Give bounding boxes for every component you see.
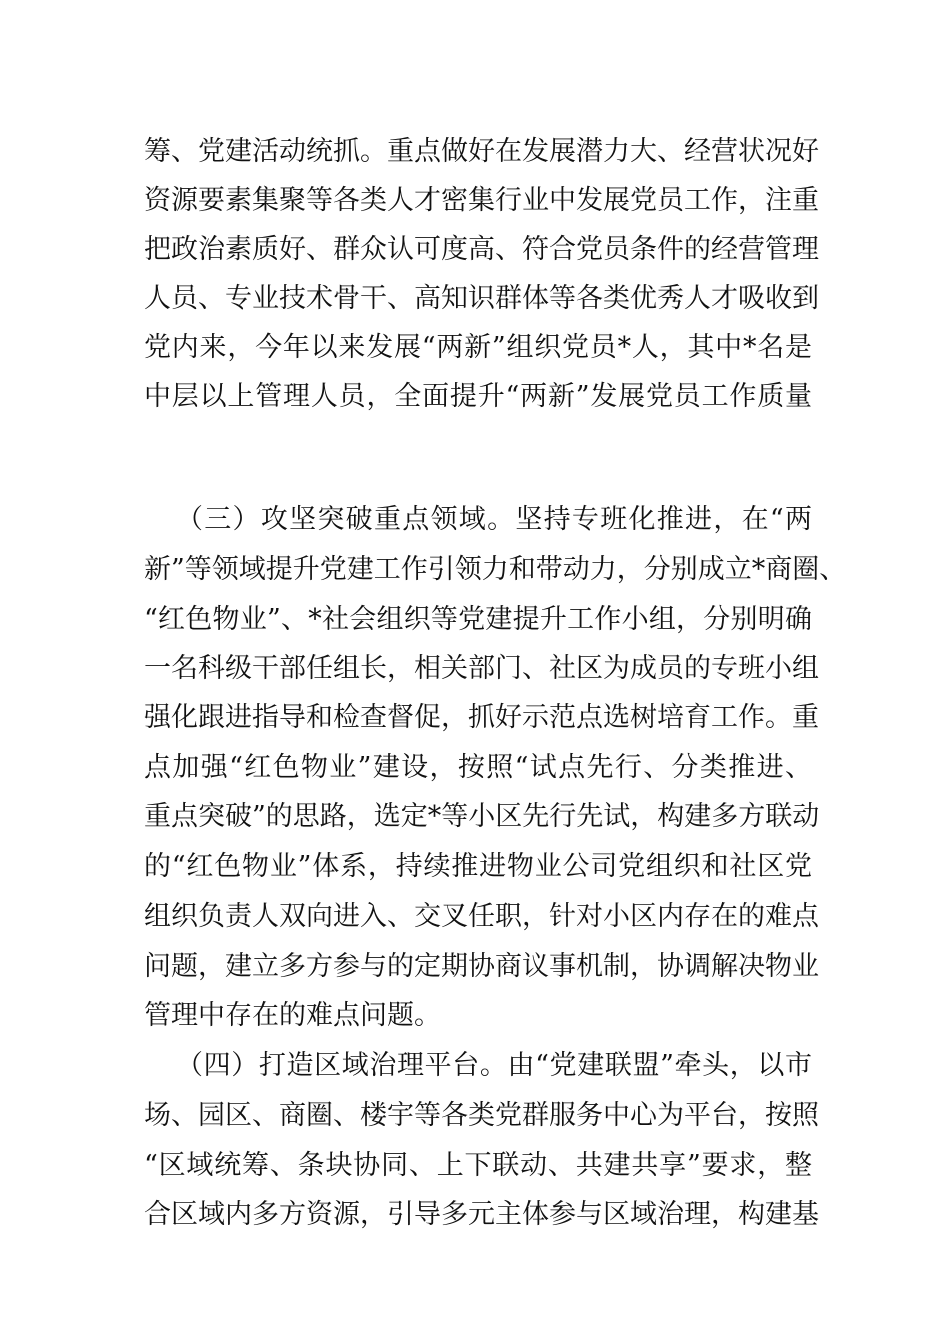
- text-line: 中层以上管理人员，全面提升“两新”发展党员工作质量: [144, 381, 812, 412]
- section-heading-line: （四）打造区域治理平台。由“党建联盟”牵头，以市: [176, 1050, 812, 1081]
- text-line: 点加强“红色物业”建设，按照“试点先行、分类推进、: [144, 752, 812, 783]
- text-line: 资源要素集聚等各类人才密集行业中发展党员工作，注重: [144, 185, 819, 216]
- text-line: 组织负责人双向进入、交叉任职，针对小区内存在的难点: [144, 901, 819, 932]
- section-heading-line: （三）攻坚突破重点领域。坚持专班化推进，在“两: [176, 504, 812, 535]
- text-line: 的“红色物业”体系，持续推进物业公司党组织和社区党: [144, 851, 812, 882]
- text-line: 一名科级干部任组长，相关部门、社区为成员的专班小组: [144, 653, 819, 684]
- text-line: 把政治素质好、群众认可度高、符合党员条件的经营管理: [144, 234, 819, 265]
- text-line: 筹、党建活动统抓。重点做好在发展潜力大、经营状况好: [144, 136, 819, 167]
- text-line: 合区域内多方资源，引导多元主体参与区域治理，构建基: [144, 1199, 819, 1230]
- text-line: 管理中存在的难点问题。: [144, 1000, 441, 1031]
- text-line: 强化跟进指导和检查督促，抓好示范点选树培育工作。重: [144, 702, 819, 733]
- text-line: 问题，建立多方参与的定期协商议事机制，协调解决物业: [144, 951, 819, 982]
- text-line: 党内来，今年以来发展“两新”组织党员*人，其中*名是: [144, 332, 812, 363]
- text-line: 新”等领域提升党建工作引领力和带动力，分别成立*商圈、: [144, 554, 847, 585]
- text-line: “区域统筹、条块协同、上下联动、共建共享”要求，整: [144, 1150, 812, 1181]
- text-line: 人员、专业技术骨干、高知识群体等各类优秀人才吸收到: [144, 283, 819, 314]
- text-line: “红色物业”、*社会组织等党建提升工作小组，分别明确: [144, 604, 812, 635]
- text-line: 重点突破”的思路，选定*等小区先行先试，构建多方联动: [144, 801, 820, 832]
- text-line: 场、园区、商圈、楼宇等各类党群服务中心为平台，按照: [144, 1100, 819, 1131]
